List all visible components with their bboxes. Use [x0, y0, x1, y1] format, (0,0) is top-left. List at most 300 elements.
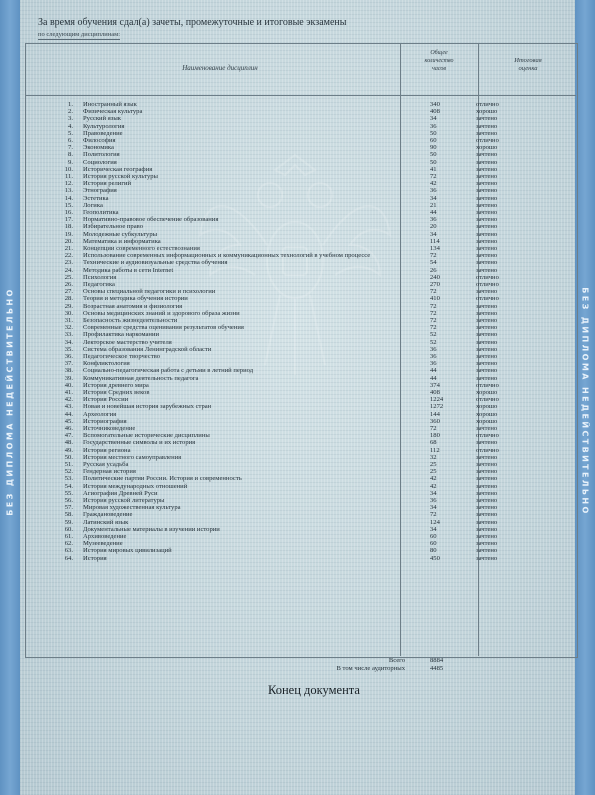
discipline-hours: 41: [430, 165, 437, 173]
table-row: [25, 180, 576, 187]
discipline-hours: 124: [430, 518, 440, 526]
discipline-hours: 36: [430, 360, 437, 368]
row-number: 63.: [64, 547, 73, 555]
discipline-hours: 60: [430, 533, 437, 540]
discipline-hours: 36: [430, 345, 437, 353]
discipline-hours: 34: [430, 115, 437, 123]
table-row: [25, 519, 576, 526]
discipline-name: История древнего мира: [83, 381, 149, 389]
table-row: [25, 245, 576, 252]
auditorium-hours-row: [25, 665, 576, 673]
discipline-hours: 42: [430, 475, 437, 483]
table-row: [25, 389, 576, 396]
column-header-hours: [412, 49, 466, 73]
discipline-name: Русский язык: [83, 115, 121, 123]
discipline-grade: отлично: [476, 446, 499, 454]
discipline-hours: 180: [430, 432, 440, 440]
page-heading: За время обучения сдал(а) зачеты, промежуточные и итоговые экзамены: [38, 17, 347, 28]
discipline-name: Конфликтология: [83, 360, 130, 368]
row-number: 13.: [64, 187, 73, 195]
table-row: [25, 324, 576, 331]
row-number: 46.: [64, 425, 73, 432]
discipline-hours: 134: [430, 245, 440, 252]
table-row: [25, 360, 576, 367]
discipline-name: Методика работы в сети Internet: [83, 266, 174, 274]
discipline-hours: 72: [430, 288, 437, 296]
discipline-name: Педагогика: [83, 281, 115, 288]
row-number: 48.: [64, 439, 73, 447]
discipline-hours: 408: [430, 108, 440, 116]
row-number: 45.: [64, 417, 73, 425]
discipline-name: История русской литературы: [83, 497, 165, 504]
table-row: [25, 504, 576, 511]
discipline-name: История местного самоуправления: [83, 453, 182, 461]
discipline-hours: 52: [430, 338, 437, 346]
discipline-grade: хорошо: [476, 417, 498, 425]
row-number: 44.: [64, 410, 73, 418]
table-row: [25, 367, 576, 374]
discipline-hours: 36: [430, 216, 437, 224]
discipline-grade: зачтено: [476, 209, 498, 216]
total-hours-value: 8884: [430, 657, 444, 664]
discipline-grade: отлично: [476, 381, 499, 389]
discipline-grade: отлично: [476, 101, 499, 108]
discipline-hours: 50: [430, 158, 437, 166]
row-number: 53.: [64, 475, 73, 483]
discipline-hours: 408: [430, 389, 440, 396]
discipline-grade: зачтено: [476, 475, 498, 483]
discipline-grade: зачтено: [476, 122, 498, 130]
discipline-hours: 34: [430, 489, 437, 497]
table-row: [25, 447, 576, 454]
discipline-grade: зачтено: [476, 331, 498, 339]
discipline-name: Политология: [83, 151, 120, 159]
discipline-grade: зачтено: [476, 223, 498, 231]
discipline-grade: зачтено: [476, 338, 498, 346]
table-row: [25, 454, 576, 461]
right-strip-label: БЕЗ ДИПЛОМА НЕДЕЙСТВИТЕЛЬНО: [580, 287, 590, 516]
discipline-grade: зачтено: [476, 461, 498, 468]
discipline-name: Агиография Древней Руси: [83, 489, 158, 497]
discipline-hours: 72: [430, 302, 437, 310]
discipline-name: Историография: [83, 417, 127, 425]
discipline-name: Латинский язык: [83, 518, 129, 526]
end-of-document-text: Конец документа: [268, 683, 360, 697]
discipline-grade: зачтено: [476, 237, 498, 245]
row-number: 59.: [64, 518, 73, 526]
row-number: 33.: [64, 331, 73, 339]
discipline-grade: зачтено: [476, 518, 498, 526]
row-number: 7.: [68, 144, 73, 152]
table-row: [25, 425, 576, 432]
row-number: 58.: [64, 511, 73, 519]
discipline-grade: хорошо: [476, 410, 498, 418]
discipline-name: Математика и информатика: [83, 237, 161, 245]
row-number: 4.: [68, 122, 73, 130]
discipline-hours: 50: [430, 129, 437, 137]
table-row: [25, 461, 576, 468]
discipline-hours: 44: [430, 374, 437, 382]
discipline-grade: зачтено: [476, 360, 498, 368]
discipline-hours: 72: [430, 173, 437, 180]
row-number: 11.: [65, 173, 73, 180]
row-number: 31.: [64, 317, 73, 324]
discipline-name: Вспомогательные исторические дисциплины: [83, 432, 210, 440]
discipline-name: Молодежные субкультуры: [83, 230, 158, 238]
discipline-name: История России: [83, 396, 129, 404]
row-number: 55.: [64, 489, 73, 497]
discipline-name: Использование современных информационных и коммуникационных технологий в учебном процессе: [83, 252, 371, 260]
discipline-hours: 72: [430, 317, 437, 324]
auditorium-hours-value: 4485: [430, 665, 444, 672]
discipline-name: Современные средства оценивания результатов обучения: [83, 324, 244, 332]
discipline-grade: хорошо: [476, 389, 498, 396]
discipline-name: Иностранный язык: [83, 101, 137, 108]
table-row: [25, 303, 576, 310]
row-number: 22.: [64, 252, 73, 260]
discipline-grade: зачтено: [476, 115, 498, 123]
row-number: 37.: [64, 360, 73, 368]
discipline-hours: 72: [430, 511, 437, 519]
row-number: 38.: [64, 367, 73, 375]
discipline-hours: 450: [430, 554, 440, 562]
auditorium-label: В том числе аудиторных: [336, 665, 405, 672]
table-row: [25, 317, 576, 324]
table-row: [25, 403, 576, 410]
discipline-hours: 42: [430, 482, 437, 490]
discipline-name: Социология: [83, 158, 117, 166]
row-number: 42.: [64, 396, 73, 404]
table-row: [25, 101, 576, 108]
discipline-name: Педагогическое творчество: [83, 353, 161, 360]
row-number: 9.: [68, 158, 73, 166]
discipline-name: Система образования Ленинградской области: [83, 345, 212, 353]
row-number: 6.: [68, 137, 73, 144]
discipline-hours: 144: [430, 410, 440, 418]
discipline-hours: 26: [430, 266, 437, 274]
table-row: [25, 382, 576, 389]
table-row: [25, 353, 576, 360]
row-number: 18.: [64, 223, 73, 231]
row-number: 19.: [64, 230, 73, 238]
table-row: [25, 483, 576, 490]
discipline-name: Граждановедение: [83, 511, 133, 519]
discipline-hours: 72: [430, 252, 437, 260]
right-security-strip: [575, 0, 595, 795]
discipline-grade: отлично: [476, 281, 499, 288]
table-row: [25, 288, 576, 295]
column-header-hours-line2: количество: [424, 58, 454, 64]
row-number: 29.: [64, 302, 73, 310]
discipline-grade: зачтено: [476, 497, 498, 504]
table-row: [25, 274, 576, 281]
table-row: [25, 267, 576, 274]
discipline-name: Психология: [83, 273, 117, 281]
table-row: [25, 310, 576, 317]
table-row: [25, 187, 576, 194]
discipline-name: Концепции современного естествознания: [83, 245, 200, 252]
discipline-grade: отлично: [476, 137, 499, 144]
discipline-name: История региона: [83, 446, 131, 454]
discipline-name: Гендерная история: [83, 468, 136, 476]
discipline-name: Документальные материалы в изучении истории: [83, 525, 220, 533]
discipline-name: История международных отношений: [83, 482, 188, 490]
row-number: 10.: [64, 165, 73, 173]
column-header-name: Наименование дисциплин: [182, 64, 258, 72]
row-number: 15.: [64, 201, 73, 209]
table-row: [25, 497, 576, 504]
row-number: 16.: [64, 209, 73, 216]
discipline-grade: зачтено: [476, 252, 498, 260]
row-number: 32.: [64, 324, 73, 332]
discipline-grade: отлично: [476, 432, 499, 440]
discipline-grade: зачтено: [476, 187, 498, 195]
discipline-grade: зачтено: [476, 129, 498, 137]
table-row: [25, 216, 576, 223]
row-number: 62.: [64, 540, 73, 548]
discipline-name: Архивоведение: [83, 533, 127, 540]
discipline-grade: зачтено: [476, 353, 498, 360]
discipline-grade: зачтено: [476, 504, 498, 512]
discipline-grade: зачтено: [476, 554, 498, 562]
table-row: [25, 223, 576, 230]
discipline-hours: 44: [430, 209, 437, 216]
discipline-name: Этнография: [83, 187, 117, 195]
discipline-grade: хорошо: [476, 403, 498, 411]
discipline-hours: 25: [430, 461, 437, 468]
discipline-hours: 68: [430, 439, 437, 447]
discipline-hours: 34: [430, 194, 437, 202]
row-number: 57.: [64, 504, 73, 512]
table-row: [25, 555, 576, 562]
discipline-hours: 340: [430, 101, 440, 108]
discipline-grade: зачтено: [476, 482, 498, 490]
discipline-grade: зачтено: [476, 288, 498, 296]
discipline-hours: 114: [430, 237, 440, 245]
table-row: [25, 339, 576, 346]
row-number: 43.: [64, 403, 73, 411]
row-number: 27.: [64, 288, 73, 296]
table-row: [25, 123, 576, 130]
discipline-hours: 34: [430, 504, 437, 512]
row-number: 51.: [64, 461, 73, 468]
row-number: 28.: [64, 295, 73, 303]
discipline-grade: зачтено: [476, 511, 498, 519]
discipline-name: История: [83, 554, 107, 562]
discipline-grade: зачтено: [476, 194, 498, 202]
discipline-hours: 410: [430, 295, 440, 303]
table-row: [25, 173, 576, 180]
discipline-grade: зачтено: [476, 525, 498, 533]
row-number: 60.: [64, 525, 73, 533]
total-label: Всего: [388, 657, 405, 664]
discipline-grade: зачтено: [476, 439, 498, 447]
discipline-hours: 36: [430, 497, 437, 504]
table-row: [25, 490, 576, 497]
row-number: 35.: [64, 345, 73, 353]
discipline-grade: зачтено: [476, 345, 498, 353]
discipline-grade: зачтено: [476, 151, 498, 159]
discipline-hours: 90: [430, 144, 437, 152]
discipline-name: Новая и новейшая история зарубежных стран: [83, 403, 212, 411]
discipline-grade: зачтено: [476, 540, 498, 548]
discipline-hours: 360: [430, 417, 440, 425]
discipline-name: Правоведение: [83, 129, 123, 137]
discipline-name: Философия: [83, 137, 116, 144]
column-header-grade-line1: Итоговая: [514, 57, 542, 64]
discipline-grade: зачтено: [476, 302, 498, 310]
discipline-hours: 72: [430, 425, 437, 432]
left-security-strip: [0, 0, 20, 795]
page-subheading: по следующим дисциплинам:: [38, 31, 121, 38]
discipline-grade: зачтено: [476, 533, 498, 540]
table-row: [25, 331, 576, 338]
row-number: 1.: [68, 101, 73, 108]
row-number: 14.: [64, 194, 73, 202]
discipline-hours: 1224: [430, 396, 444, 404]
table-row: [25, 540, 576, 547]
discipline-hours: 80: [430, 547, 437, 555]
row-number: 30.: [64, 309, 73, 317]
table-row: [25, 252, 576, 259]
discipline-name: История мировых цивилизаций: [83, 547, 172, 555]
discipline-grade: хорошо: [476, 144, 498, 152]
table-row: [25, 281, 576, 288]
discipline-hours: 36: [430, 353, 437, 360]
row-number: 64.: [64, 554, 73, 562]
row-number: 52.: [64, 468, 73, 476]
discipline-grade: зачтено: [476, 201, 498, 209]
discipline-name: Социально-педагогическая работа с детьми в летний период: [83, 367, 254, 375]
discipline-hours: 54: [430, 259, 437, 267]
discipline-grade: зачтено: [476, 425, 498, 432]
row-number: 20.: [64, 237, 73, 245]
discipline-name: Лекторское мастерство учителя: [83, 338, 172, 346]
row-number: 12.: [64, 180, 73, 188]
row-number: 26.: [64, 281, 73, 288]
row-number: 23.: [64, 259, 73, 267]
table-row: [25, 511, 576, 518]
row-number: 17.: [64, 216, 73, 224]
discipline-grade: зачтено: [476, 165, 498, 173]
header-divider: [25, 95, 576, 96]
row-number: 39.: [64, 374, 73, 382]
discipline-grade: зачтено: [476, 180, 498, 188]
table-row: [25, 468, 576, 475]
table-row: [25, 166, 576, 173]
row-number: 21.: [64, 245, 73, 252]
row-number: 25.: [64, 273, 73, 281]
table-row: [25, 533, 576, 540]
discipline-hours: 112: [430, 446, 440, 454]
discipline-grade: зачтено: [476, 259, 498, 267]
table-row: [25, 475, 576, 482]
discipline-name: Музееведение: [83, 540, 123, 548]
table-row: [25, 195, 576, 202]
table-row: [25, 295, 576, 302]
discipline-grade: зачтено: [476, 324, 498, 332]
row-number: 34.: [64, 338, 73, 346]
table-row: [25, 432, 576, 439]
table-row: [25, 137, 576, 144]
discipline-grade: зачтено: [476, 158, 498, 166]
discipline-grade: зачтено: [476, 309, 498, 317]
discipline-hours: 21: [430, 201, 437, 209]
row-number: 8.: [68, 151, 73, 159]
table-row: [25, 346, 576, 353]
discipline-hours: 240: [430, 273, 440, 281]
row-number: 50.: [64, 453, 73, 461]
discipline-hours: 60: [430, 137, 437, 144]
table-row: [25, 526, 576, 533]
discipline-grade: зачтено: [476, 317, 498, 324]
discipline-grade: зачтено: [476, 374, 498, 382]
discipline-grade: зачтено: [476, 489, 498, 497]
row-number: 5.: [68, 129, 73, 137]
discipline-grade: зачтено: [476, 367, 498, 375]
discipline-hours: 32: [430, 453, 437, 461]
discipline-name: Историческая география: [83, 165, 153, 173]
table-row: [25, 151, 576, 158]
row-number: 49.: [64, 446, 73, 454]
table-row: [25, 209, 576, 216]
table-row: [25, 259, 576, 266]
discipline-name: Безопасность жизнедеятельности: [83, 317, 178, 324]
table-row: [25, 396, 576, 403]
discipline-hours: 44: [430, 367, 437, 375]
table-row: [25, 439, 576, 446]
column-header-hours-line1: Общее: [430, 50, 448, 56]
discipline-name: Политические партии России. История и современность: [83, 475, 242, 483]
row-number: 2.: [68, 108, 73, 116]
discipline-hours: 50: [430, 151, 437, 159]
discipline-hours: 374: [430, 381, 440, 389]
discipline-hours: 36: [430, 122, 437, 130]
row-number: 47.: [64, 432, 73, 440]
row-number: 40.: [64, 381, 73, 389]
discipline-name: История русской культуры: [83, 173, 158, 180]
discipline-hours: 270: [430, 281, 440, 288]
discipline-name: Русская усадьба: [83, 461, 129, 468]
discipline-grade: зачтено: [476, 547, 498, 555]
discipline-grade: хорошо: [476, 108, 498, 116]
discipline-name: Источниковедение: [83, 425, 136, 432]
table-row: [25, 130, 576, 137]
discipline-grade: зачтено: [476, 245, 498, 252]
discipline-name: История религий: [83, 180, 132, 188]
column-header-hours-line3: часов: [432, 66, 446, 72]
discipline-name: Логика: [83, 201, 103, 209]
discipline-name: Археология: [83, 410, 117, 418]
row-number: 3.: [68, 115, 73, 123]
discipline-name: Избирательное право: [83, 223, 144, 231]
discipline-grade: зачтено: [476, 216, 498, 224]
discipline-hours: 72: [430, 324, 437, 332]
discipline-name: Теория и методика обучения истории: [83, 295, 188, 303]
table-row: [25, 115, 576, 122]
discipline-hours: 42: [430, 180, 437, 188]
discipline-name: Государственные символы и их история: [83, 439, 196, 447]
table-row: [25, 202, 576, 209]
table-row: [25, 547, 576, 554]
discipline-hours: 1272: [430, 403, 444, 411]
discipline-grade: отлично: [476, 396, 499, 404]
table-row: [25, 375, 576, 382]
discipline-grade: отлично: [476, 273, 499, 281]
discipline-name: Мировая художественная культура: [83, 504, 181, 512]
discipline-grade: зачтено: [476, 173, 498, 180]
table-row: [25, 159, 576, 166]
